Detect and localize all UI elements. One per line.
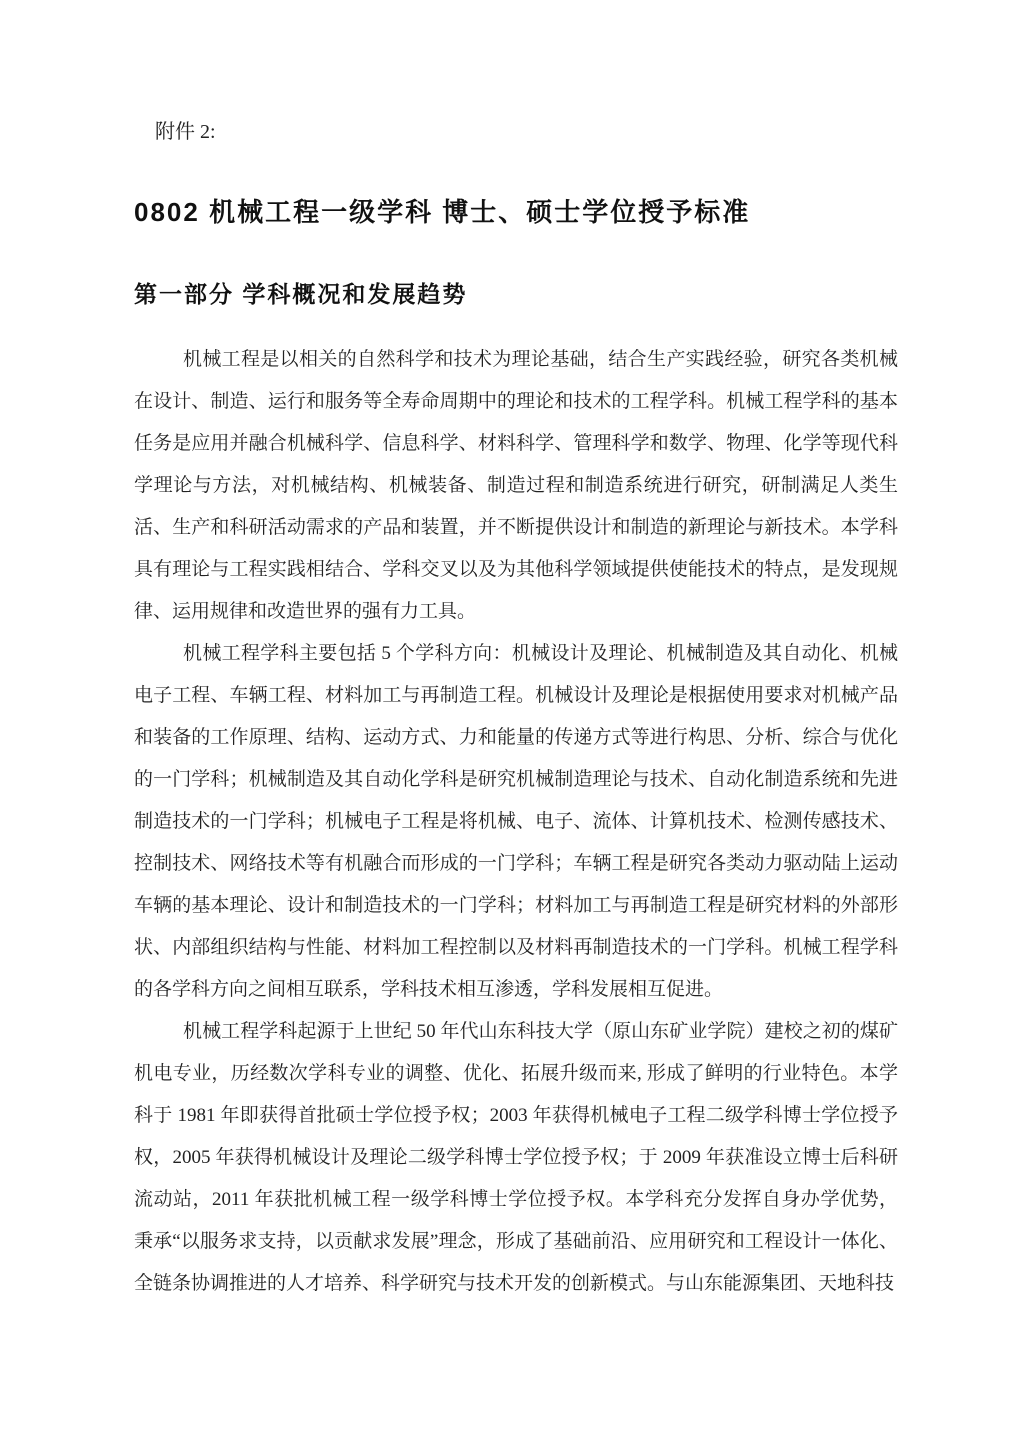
document-title: 0802 机械工程一级学科 博士、硕士学位授予标准 xyxy=(134,197,751,228)
document-body xyxy=(134,339,898,1305)
section-heading: 第一部分 学科概况和发展趋势 xyxy=(134,281,468,308)
paragraph-history: 机械工程学科起源于上世纪 50 年代山东科技大学（原山东矿业学院）建校之初的煤矿机电专业，历经数次学科专业的调整、优化、拓展升级而来, 形成了鲜明的行业特色。本学科于 1981 年即获得首批硕士学位授予权；2003 年获得机械电子工程二级学科博士学位授予权，2005 年获得机械设计及理论二级学科博士学位授予权；于 2009 年获准设立博士后科研流动站，2011 年获批机械工程一级学科博士学位授予权。本学科充分发挥自身办学优势，秉承“以服务求支持，以贡献求发展”理念，形成了基础前沿、应用研究和工程设计一体化、全链条协调推进的人才培养、科学研究与技术开发的创新模式。与山东能源集团、天地科技 xyxy=(134,1021,898,1294)
paragraph-overview: 机械工程是以相关的自然科学和技术为理论基础，结合生产实践经验，研究各类机械在设计、制造、运行和服务等全寿命周期中的理论和技术的工程学科。机械工程学科的基本任务是应用并融合机械科学、信息科学、材料科学、管理科学和数学、物理、化学等现代科学理论与方法，对机械结构、机械装备、制造过程和制造系统进行研究，研制满足人类生活、生产和科研活动需求的产品和装置，并不断提供设计和制造的新理论与新技术。本学科具有理论与工程实践相结合、学科交叉以及为其他科学领域提供使能技术的特点，是发现规律、运用规律和改造世界的强有力工具。 xyxy=(134,349,898,622)
paragraph-directions: 机械工程学科主要包括 5 个学科方向：机械设计及理论、机械制造及其自动化、机械电子工程、车辆工程、材料加工与再制造工程。机械设计及理论是根据使用要求对机械产品和装备的工作原理、结构、运动方式、力和能量的传递方式等进行构思、分析、综合与优化的一门学科；机械制造及其自动化学科是研究机械制造理论与技术、自动化制造系统和先进制造技术的一门学科；机械电子工程是将机械、电子、流体、计算机技术、检测传感技术、控制技术、网络技术等有机融合而形成的一门学科；车辆工程是研究各类动力驱动陆上运动车辆的基本理论、设计和制造技术的一门学科；材料加工与再制造工程是研究材料的外部形状、内部组织结构与性能、材料加工程控制以及材料再制造技术的一门学科。机械工程学科的各学科方向之间相互联系，学科技术相互渗透，学科发展相互促进。 xyxy=(134,643,898,1000)
attachment-label: 附件 2: xyxy=(155,121,216,143)
